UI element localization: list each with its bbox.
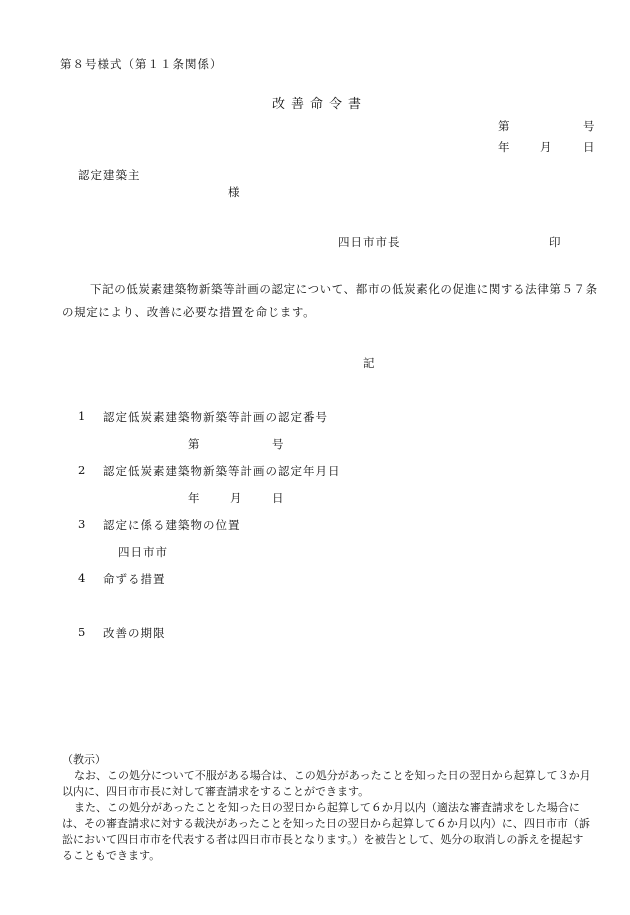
doc-date-year: 年 (498, 140, 510, 154)
building-location: 四日市市 (118, 545, 168, 559)
item-label: 認定に係る建築物の位置 (103, 518, 241, 532)
document-title: 改善命令書 (272, 97, 368, 112)
notice-heading: （教示） (62, 753, 106, 766)
item-label: 認定低炭素建築物新築等計画の認定年月日 (103, 464, 341, 478)
seal-mark: 印 (549, 235, 561, 249)
notice-paragraph-1: なお、この処分について不服がある場合は、この処分があったことを知った日の翌日から起算して３か月以内に、四日市市長に対して審査請求をすることができます。 (62, 769, 591, 798)
item-number: 3 (78, 517, 86, 531)
cert-date-day: 日 (272, 491, 284, 505)
issuer-name: 四日市市長 (338, 235, 401, 249)
cert-date-month: 月 (230, 491, 242, 505)
item-label: 改善の期限 (103, 626, 166, 640)
ki-heading: 記 (363, 356, 375, 370)
body-paragraph: 下記の低炭素建築物新築等計画の認定について、都市の低炭素化の促進に関する法律第５７条の規定により、改善に必要な措置を命じます。 (62, 282, 598, 319)
item-label: 認定低炭素建築物新築等計画の認定番号 (103, 410, 328, 424)
item-number: 1 (78, 409, 86, 423)
cert-no-suffix: 号 (272, 437, 284, 451)
cert-no-prefix: 第 (188, 437, 200, 451)
cert-date-year: 年 (188, 491, 200, 505)
form-label: 第８号様式（第１１条関係） (60, 57, 223, 71)
doc-no-prefix: 第 (498, 119, 510, 133)
doc-date-day: 日 (583, 140, 595, 154)
addressee-label: 認定建築主 (78, 168, 141, 182)
item-label: 命ずる措置 (103, 572, 166, 586)
item-number: 2 (78, 463, 86, 477)
item-number: 4 (78, 571, 86, 585)
doc-date-month: 月 (540, 140, 552, 154)
item-number: 5 (78, 625, 86, 639)
notice-section (62, 752, 592, 864)
notice-paragraph-2: また、この処分があったことを知った日の翌日から起算して６か月以内（適法な審査請求をした場合には、その審査請求に対する裁決があったことを知った日の翌日から起算して６か月以内）に、四日市市（訴訟において四日市市を代表する者は四日市市長となります。）を被告として、処分の取消しの訴えを提起することもできます。 (62, 801, 590, 862)
doc-no-suffix: 号 (583, 119, 595, 133)
addressee-honorific: 様 (228, 185, 240, 199)
